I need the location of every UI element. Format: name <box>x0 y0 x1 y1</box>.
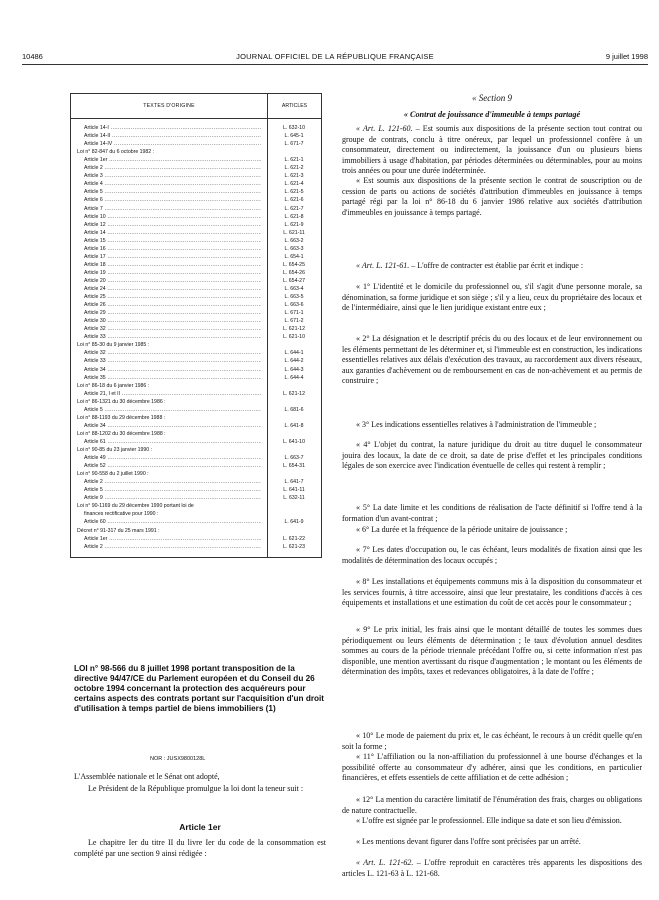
row-article-code: L. 621-9 <box>284 221 304 228</box>
row-article-code: L. 621-10 <box>283 334 305 341</box>
row-source-text: Article 21, I et II ..... <box>84 390 261 398</box>
table-row <box>71 148 321 156</box>
table-row <box>71 518 321 526</box>
row-source-text: Article 5 ..... <box>84 406 261 414</box>
row-source-text: Article 49 ..... <box>84 454 261 462</box>
table-row <box>71 156 321 164</box>
row-source-text: Article 26 ..... <box>84 301 261 309</box>
row-source-text: Article 7 ..... <box>84 205 261 213</box>
table-row <box>71 245 321 253</box>
row-article-code: L. 671-2 <box>284 318 304 325</box>
row-article-code: L. 621-6 <box>284 197 304 204</box>
section-paragraph <box>342 261 642 272</box>
article-reference: « Art. L. 121-60. <box>356 124 413 133</box>
row-article-code: L. 641-10 <box>283 438 305 445</box>
table-row <box>71 164 321 172</box>
table-row <box>71 341 321 349</box>
section-paragraph <box>342 837 642 848</box>
table-row <box>71 317 321 325</box>
row-article-code: L. 644-1 <box>284 350 304 357</box>
row-source-text: Article 25 ..... <box>84 293 261 301</box>
table-row <box>71 486 321 494</box>
table-row <box>71 366 321 374</box>
table-row <box>71 124 321 132</box>
section-subtitle: « Contrat de jouissance d'immeuble à temps partagé <box>403 110 581 119</box>
table-row <box>71 229 321 237</box>
table-row <box>71 196 321 204</box>
table-row <box>71 382 321 390</box>
row-source-text: Décret n° 91-317 du 25 mars 1991 : <box>77 527 160 534</box>
section-paragraph <box>342 420 642 431</box>
paragraph-text: « 1° L'identité et le domicile du professionnel ou, s'il s'agit d'une personne morale, sa dénomination, sa forme juridique et son siège ; s'il y a lieu, ceux du propriétaire des locaux et de l'intermédiaire, ainsi que le lien juridique existant entre eux ; <box>342 282 642 313</box>
table-row <box>71 422 321 430</box>
row-source-text: Article 2 ..... <box>84 164 261 172</box>
section-paragraph <box>342 124 642 177</box>
table-row <box>71 301 321 309</box>
law-title: LOI n° 98-566 du 8 juillet 1998 portant transposition de la directive 94/47/CE du Parlement européen et du Conseil du 26 octobre 1994 concernant la protection des acquéreurs pour certains aspects des contrats portant sur l'acquisition d'un droit d'utilisation à temps partiel de biens immobiliers (1) <box>74 664 325 713</box>
table-row <box>71 478 321 486</box>
row-source-text: Article 14-II ..... <box>84 132 261 140</box>
row-source-text: Loi n° 90-1169 du 29 décembre 1990 portant loi de <box>77 503 194 510</box>
paragraph-text: « 11° L'affiliation ou la non-affiliation du professionnel à une bourse d'échanges et la possibilité offerte au consommateur d'y adhérer, ainsi que les conditions, en particulier financières, et effets essentiels de cette affiliation et de cette adhésion ; <box>342 752 642 783</box>
table-row <box>71 349 321 357</box>
table-row <box>71 269 321 277</box>
table-row <box>71 438 321 446</box>
paragraph-text: « 10° Le mode de paiement du prix et, le cas échéant, le recours à un crédit quelle qu'en soit la forme ; <box>342 731 642 751</box>
row-source-text: Loi n° 88-1193 du 29 décembre 1988 : <box>77 414 166 421</box>
row-source-text: Article 5 ..... <box>84 188 261 196</box>
table-row <box>71 132 321 140</box>
row-source-text: Loi n° 86-18 du 6 janvier 1986 : <box>77 382 150 389</box>
table-row <box>71 357 321 365</box>
row-article-code: L. 644-4 <box>284 374 304 381</box>
paragraph-text: « Est soumis aux dispositions de la présente section le contrat de souscription ou de cession de parts ou actions de sociétés d'attribution d'immeubles en jouissance à temps partagé régi par la loi n° 86-18 du 6 janvier 1986 relative aux sociétés d'attribution d'immeubles en jouissance à temps partagé. <box>342 176 642 217</box>
nor-reference: NOR : JUSX9800128L <box>150 756 206 762</box>
row-article-code: L. 621-12 <box>283 390 305 397</box>
row-article-code: L. 621-5 <box>284 189 304 196</box>
paragraph-text: « 5° La date limite et les conditions de réalisation de l'acte définitif si l'offre tend à la formation d'un avant-contrat ; <box>342 503 642 523</box>
row-source-text: Article 3 ..... <box>84 172 261 180</box>
article-reference: « Art. L. 121-62. <box>356 858 414 867</box>
table-header-row <box>71 94 321 119</box>
table-row <box>71 446 321 454</box>
row-article-code: L. 621-11 <box>283 229 305 236</box>
section-paragraph <box>342 334 642 387</box>
section-paragraph <box>342 858 642 879</box>
paragraph-text: « 8° Les installations et équipements communs mis à la disposition du consommateur et les services fournis, à titre accessoire, ainsi que leur prestataire, les conditions d'accès à ces équipements et installations et une estimation du coût de cet accès pour le consommateur ; <box>342 577 642 608</box>
journal-title: JOURNAL OFFICIEL DE LA RÉPUBLIQUE FRANÇAISE <box>236 52 434 61</box>
row-source-text: Article 14 ..... <box>84 229 261 237</box>
table-row <box>71 205 321 213</box>
table-row <box>71 414 321 422</box>
article-reference: « Art. L. 121-61. <box>356 261 410 270</box>
row-article-code: L. 621-3 <box>284 173 304 180</box>
adoption-text: L'Assemblée nationale et le Sénat ont adopté, <box>74 772 220 781</box>
table-row <box>71 430 321 438</box>
row-source-text: Article 16 ..... <box>84 245 261 253</box>
row-article-code: L. 621-12 <box>283 326 305 333</box>
row-article-code: L. 671-7 <box>284 141 304 148</box>
row-article-code: L. 663-4 <box>284 286 304 292</box>
section-paragraph <box>342 545 642 566</box>
row-source-text: Article 9 ..... <box>84 494 261 502</box>
paragraph-text: – Est soumis aux dispositions de la présente section tout contrat ou groupe de contrats, conclu à titre onéreux, par lequel un professionnel confère à un consommateur, directement ou indirectement, la jouissance d'un ou plusieurs biens immobiliers à usage d'habitation, par périodes déterminées ou déterminables, pour au moins trois années ou pour une durée indéterminée. <box>342 124 642 176</box>
row-source-text: Loi n° 90-558 du 2 juillet 1990 : <box>77 471 149 478</box>
row-source-text: Article 33 ..... <box>84 333 261 341</box>
article-heading: Article 1er <box>179 822 221 832</box>
row-source-text: Article 20 ..... <box>84 277 261 285</box>
paragraph-text: « 6° La durée et la fréquence de la période unitaire de jouissance ; <box>356 525 568 534</box>
paragraph-text: « 9° Le prix initial, les frais ainsi que le montant détaillé de toutes les sommes dues périodiquement ou leurs éléments de détermination ; le taux d'évolution annuel desdites sommes au cours de la période triennale précédant l'offre ou, si cette information n'est pas disponible, une mention avertissant du risque d'augmentation ; le montant ou les éléments de détermination des impôts, taxes et redevances obligatoires, à la date de l'offre ; <box>342 625 642 677</box>
row-source-text: Article 2 ..... <box>84 543 261 551</box>
row-article-code: L. 654-26 <box>283 269 305 276</box>
row-source-text: Article 34 ..... <box>84 366 261 374</box>
section-paragraph <box>342 577 642 609</box>
row-article-code: L. 654-31 <box>283 463 305 470</box>
section-paragraph <box>342 282 642 314</box>
row-source-text: Article 24 ..... <box>84 285 261 293</box>
paragraph-text: « 4° L'objet du contrat, la nature juridique du droit au titre duquel le consommateur jouira des locaux, la date de ce droit, sa date de prise d'effet et les principales conditions légales de son exercice avec l'indication éventuelle de celles qui restent à remplir ; <box>342 440 642 471</box>
row-article-code: L. 621-8 <box>284 213 304 220</box>
table-row <box>71 535 321 543</box>
table-row <box>71 527 321 535</box>
row-article-code: L. 654-25 <box>283 261 305 268</box>
section-paragraph <box>342 503 642 524</box>
row-article-code: L. 644-2 <box>284 358 304 365</box>
section-paragraph <box>342 731 642 752</box>
table-row <box>71 253 321 261</box>
row-source-text: Article 52 ..... <box>84 462 261 470</box>
paragraph-text: « 7° Les dates d'occupation ou, le cas échéant, leurs modalités de fixation ainsi que les modalités de détermination des locaux occupés ; <box>342 545 642 565</box>
concordance-table <box>70 93 322 558</box>
section-title: « Section 9 <box>472 93 512 103</box>
table-row <box>71 510 321 518</box>
section-paragraph <box>342 440 642 472</box>
section-paragraph <box>342 176 642 218</box>
row-article-code: L. 654-27 <box>283 277 305 284</box>
table-row <box>71 213 321 221</box>
page-number: 10486 <box>22 52 43 61</box>
section-paragraph <box>342 752 642 784</box>
table-row <box>71 180 321 188</box>
table-row <box>71 277 321 285</box>
row-source-text: Loi n° 88-1202 du 30 décembre 1988 : <box>77 430 166 437</box>
table-row <box>71 221 321 229</box>
table-row <box>71 140 321 148</box>
table-row <box>71 172 321 180</box>
row-article-code: L. 641-7 <box>284 479 304 486</box>
table-row <box>71 293 321 301</box>
row-source-text: Loi n° 82-847 du 6 octobre 1982 : <box>77 149 155 156</box>
table-row <box>71 237 321 245</box>
table-row <box>71 390 321 398</box>
row-source-text: Article 1er ..... <box>84 156 261 164</box>
table-row <box>71 285 321 293</box>
row-article-code: L. 621-4 <box>284 181 304 188</box>
row-article-code: L. 641-9 <box>284 519 304 526</box>
row-source-text: Loi n° 90-85 du 23 janvier 1990 : <box>77 447 153 453</box>
row-source-text: Article 60 ..... <box>84 518 261 526</box>
row-source-text: Article 30 ..... <box>84 317 261 325</box>
row-article-code: L. 645-1 <box>284 133 304 140</box>
row-source-text: Article 12 ..... <box>84 221 261 229</box>
table-row <box>71 462 321 470</box>
row-source-text: Loi n° 85-30 du 9 janvier 1985 : <box>77 342 150 349</box>
row-article-code: L. 621-1 <box>284 157 304 164</box>
row-source-text: Article 19 ..... <box>84 269 261 277</box>
row-article-code: L. 663-2 <box>284 237 304 244</box>
paragraph-text: « 3° Les indications essentielles relatives à l'administration de l'immeuble ; <box>356 420 597 429</box>
row-article-code: L. 621-7 <box>284 205 304 212</box>
table-row <box>71 374 321 382</box>
row-article-code: L. 644-3 <box>284 366 304 373</box>
row-source-text: Article 29 ..... <box>84 309 261 317</box>
row-article-code: L. 621-22 <box>283 535 305 542</box>
row-source-text: Article 17 ..... <box>84 253 261 261</box>
paragraph-text: « 12° La mention du caractère limitatif de l'énumération des frais, charges ou obligations de nature contractuelle. <box>342 795 642 815</box>
row-source-text: Article 32 ..... <box>84 349 261 357</box>
table-row <box>71 543 321 551</box>
row-article-code: L. 621-2 <box>284 165 304 172</box>
row-source-text: finances rectificative pour 1990 : <box>84 511 159 518</box>
section-paragraph <box>342 816 642 827</box>
issue-date: 9 juillet 1998 <box>605 52 648 61</box>
row-article-code: L. 663-3 <box>284 245 304 252</box>
table-row <box>71 470 321 478</box>
table-row <box>71 261 321 269</box>
column-header-articles: ARTICLES <box>281 103 308 109</box>
row-source-text: Article 10 ..... <box>84 213 261 221</box>
row-article-code: L. 663-6 <box>284 302 304 309</box>
row-article-code: L. 621-23 <box>283 543 305 550</box>
paragraph-text: – L'offre reproduit en caractères très apparents les dispositions des articles L. 121-63 à L. 121-68. <box>342 858 642 878</box>
row-source-text: Article 18 ..... <box>84 261 261 269</box>
row-source-text: Article 5 ..... <box>84 486 261 494</box>
row-source-text: Article 35 ..... <box>84 374 261 382</box>
section-paragraph <box>342 795 642 816</box>
row-article-code: L. 671-1 <box>284 310 304 317</box>
table-row <box>71 188 321 196</box>
table-row <box>71 398 321 406</box>
row-source-text: Article 6 ..... <box>84 196 261 204</box>
row-source-text: Article 61 ..... <box>84 438 261 446</box>
row-source-text: Loi n° 86-1321 du 30 décembre 1986 : <box>77 398 166 405</box>
column-header-original-texts: TEXTES D'ORIGINE <box>71 94 268 118</box>
paragraph-text: « 2° La désignation et le descriptif précis du ou des locaux et de leur environnement ou les éléments permettant de les déterminer et, si l'immeuble est en construction, les indications essentielles relatives aux délais d'exécution des travaux, au raccordement aux divers réseaux, aux garanties d'achèvement ou de remboursement en cas de non-achèvement et au permis de construire ; <box>342 334 642 386</box>
table-row <box>71 325 321 333</box>
row-source-text: Article 15 ..... <box>84 237 261 245</box>
table-row <box>71 502 321 510</box>
row-source-text: Article 2 ..... <box>84 478 261 486</box>
row-article-code: L. 663-7 <box>284 455 304 462</box>
row-article-code: L. 663-5 <box>284 294 304 301</box>
row-source-text: Article 32 ..... <box>84 325 261 333</box>
row-source-text: Article 14-IV ..... <box>84 140 261 148</box>
row-source-text: Article 33 ..... <box>84 357 261 365</box>
row-article-code: L. 632-11 <box>283 495 305 502</box>
table-row <box>71 406 321 414</box>
paragraph-text: – L'offre de contracter est établie par écrit et indique : <box>409 261 584 270</box>
section-paragraph <box>342 525 642 536</box>
row-article-code: L. 641-8 <box>284 422 304 429</box>
row-source-text: Article 1er ..... <box>84 535 261 543</box>
table-row <box>71 309 321 317</box>
promulgation-text: Le Président de la République promulgue la loi dont la teneur suit : <box>88 784 304 793</box>
table-row <box>71 454 321 462</box>
row-article-code: L. 654-1 <box>284 253 304 260</box>
paragraph-text: « Les mentions devant figurer dans l'offre sont précisées par un arrêté. <box>356 837 581 846</box>
section-paragraph <box>342 625 642 678</box>
row-source-text: Article 34 ..... <box>84 422 261 430</box>
row-source-text: Article 14-I ..... <box>84 124 261 132</box>
paragraph-text: « L'offre est signée par le professionnel. Elle indique sa date et son lieu d'émission. <box>356 816 622 825</box>
row-article-code: L. 641-11 <box>283 487 305 494</box>
page-header <box>22 50 648 65</box>
row-article-code: L. 632-10 <box>283 125 305 131</box>
table-row <box>71 333 321 341</box>
row-article-code: L. 681-6 <box>284 406 304 413</box>
article-text: Le chapitre Ier du titre II du livre Ier du code de la consommation est complété par une section 9 ainsi rédigée : <box>74 838 326 858</box>
table-row <box>71 494 321 502</box>
row-source-text: Article 4 ..... <box>84 180 261 188</box>
